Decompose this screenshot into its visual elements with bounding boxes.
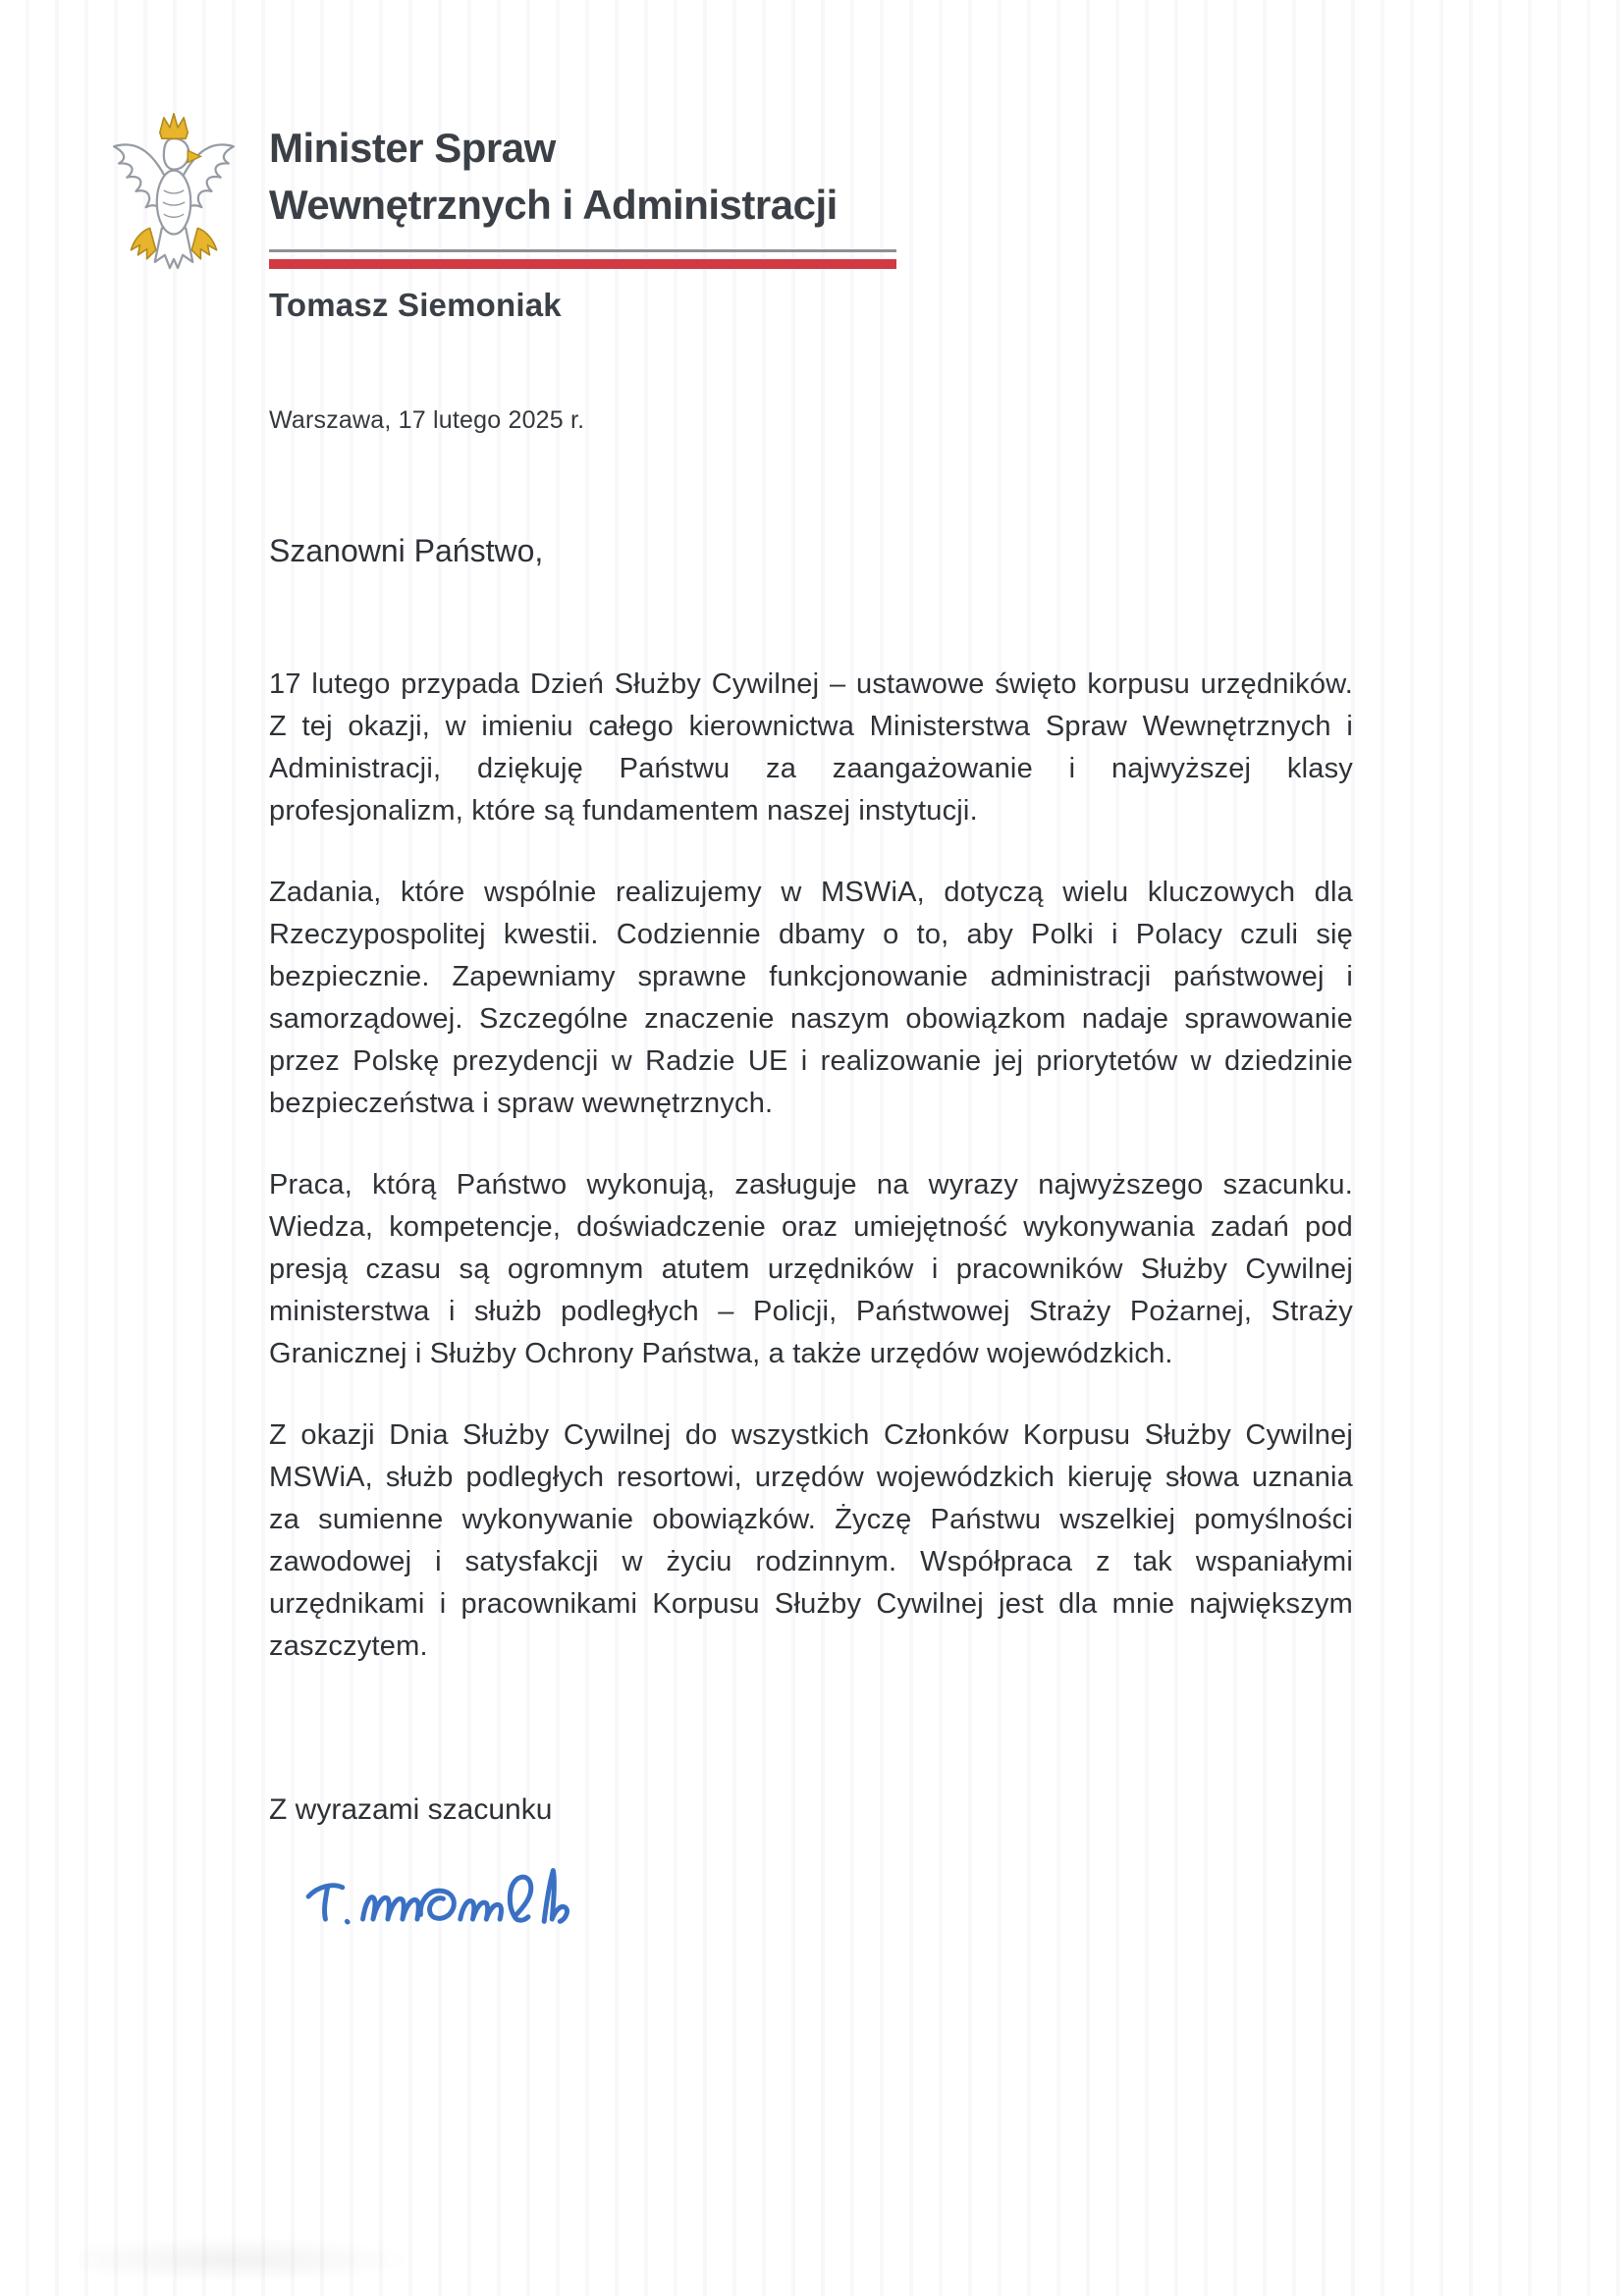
- paragraph-2: Zadania, które wspólnie realizujemy w MSWiA, dotyczą wielu kluczowych dla Rzeczypospolitej kwestii. Codziennie dbamy o to, aby Polki i Polacy czuli się bezpiecznie. Zapewniamy sprawne funkcjonowanie administracji państwowej i samorządowej. Szczególne znaczenie naszym obowiązkom nadaje sprawowanie przez Polskę prezydencji w Radzie UE i realizowanie jej priorytetów w dziedzinie bezpieczeństwa i spraw wewnętrznych.: [269, 877, 1353, 1119]
- eagle-body: [157, 171, 190, 235]
- paragraph-4: Z okazji Dnia Służby Cywilnej do wszystkich Członków Korpusu Służby Cywilnej MSWiA, służb podległych resortowi, urzędów wojewódzkich kieruję słowa uznania za sumienne wykonywanie obowiązków. Życzę Państwu wszelkiej pomyślności zawodowej i satysfakcji w życiu rodzinnym. Współpraca z tak wspaniałymi urzędnikami i pracownikami Korpusu Służby Cywilnej jest dla mnie największym zaszczytem.: [269, 1419, 1353, 1662]
- letterhead-red-rule: [269, 259, 896, 269]
- paragraph-1: 17 lutego przypada Dzień Służby Cywilnej – ustawowe święto korpusu urzędników. Z tej okazji, w imieniu całego kierownictwa Ministerstwa Spraw Wewnętrznych i Administracji, dziękuję Państwu za zaangażowanie i najwyższej klasy profesjonalizm, które są fundamentem naszej instytucji.: [269, 668, 1353, 827]
- place-and-date: Warszawa, 17 lutego 2025 r.: [269, 406, 585, 434]
- eagle-left-talon: [131, 228, 155, 258]
- eagle-head: [164, 138, 189, 169]
- eagle-right-talon: [191, 228, 216, 258]
- eagle-crown: [160, 114, 188, 138]
- ministry-title-line2: Wewnętrznych i Administracji: [269, 182, 838, 228]
- letterhead-gray-rule: [269, 249, 896, 252]
- salutation: Szanowni Państwo,: [269, 533, 544, 568]
- handwritten-signature: [293, 1855, 587, 1938]
- polish-eagle-emblem: [104, 110, 244, 289]
- closing-phrase: Z wyrazami szacunku: [269, 1793, 553, 1826]
- letter-body: [269, 664, 1353, 1707]
- sender-name: Tomasz Siemoniak: [269, 287, 562, 323]
- ministry-title-line1: Minister Spraw: [269, 125, 556, 171]
- paragraph-3: Praca, którą Państwo wykonują, zasługuje na wyrazy najwyższego szacunku. Wiedza, kompetencje, doświadczenie oraz umiejętność wykonywania zadań pod presją czasu są ogromnym atutem urzędników i pracowników Służby Cywilnej ministerstwa i służb podległych – Policji, Państwowej Straży Pożarnej, Straży Granicznej i Służby Ochrony Państwa, a także urzędów wojewódzkich.: [269, 1169, 1353, 1369]
- scan-smudge-artifact: [79, 2236, 412, 2279]
